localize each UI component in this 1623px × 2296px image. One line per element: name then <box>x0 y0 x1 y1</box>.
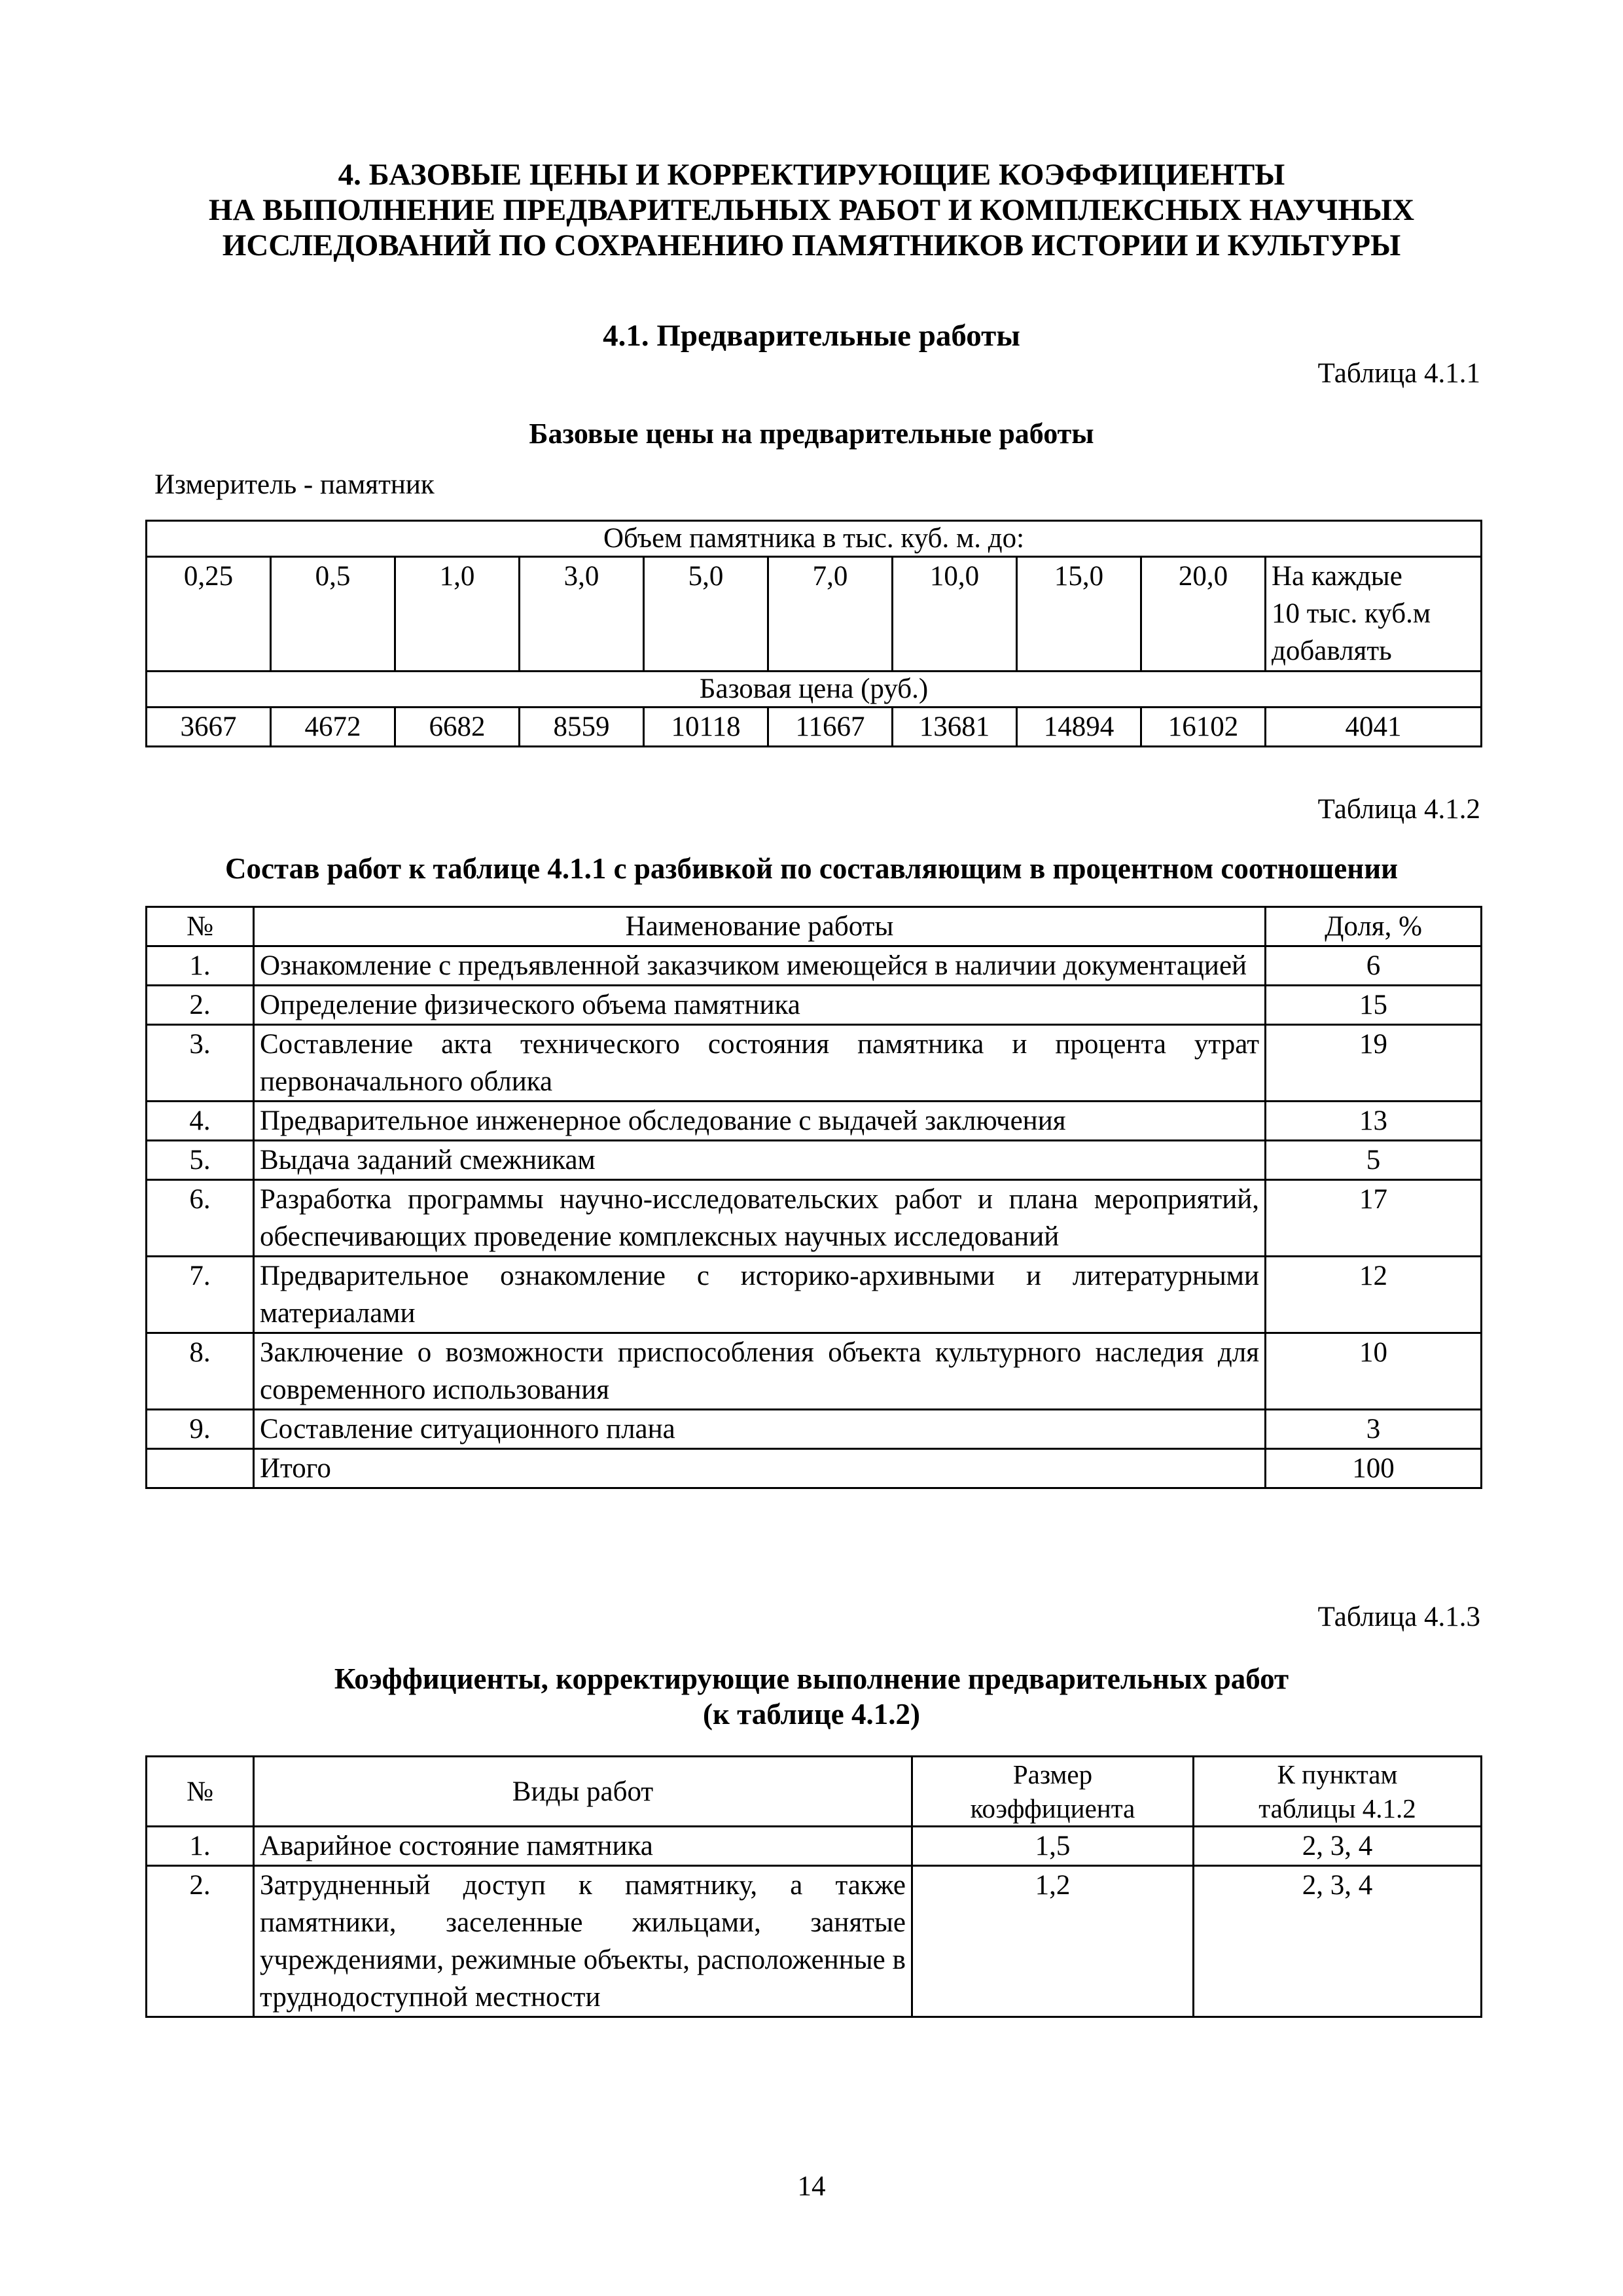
table-row <box>147 1025 1482 1102</box>
table2-header-row <box>147 907 1482 946</box>
col-items-header-line-1: К пунктам <box>1277 1759 1398 1789</box>
row-no: 8. <box>147 1333 254 1410</box>
table-row <box>147 1333 1482 1410</box>
row-no: 2. <box>147 986 254 1025</box>
row-share: 13 <box>1266 1102 1482 1141</box>
table-row <box>147 1410 1482 1449</box>
table1-measure: Измеритель - памятник <box>154 469 435 500</box>
col-share-header: Доля, % <box>1266 907 1482 946</box>
row-no: 3. <box>147 1025 254 1102</box>
row-name: Предварительное инженерное обследование с выдачей заключения <box>254 1102 1266 1141</box>
price-cell: 8559 <box>520 708 644 747</box>
chapter-heading <box>0 157 1623 263</box>
volume-cell: 7,0 <box>768 557 893 672</box>
table-row <box>147 986 1482 1025</box>
row-name: Выдача заданий смежникам <box>254 1141 1266 1180</box>
table2-title: Состав работ к таблице 4.1.1 с разбивкой по составляющим в процентном соотношении <box>224 852 1399 885</box>
volume-cell: 0,5 <box>271 557 395 672</box>
chapter-heading-line-2: НА ВЫПОЛНЕНИЕ ПРЕДВАРИТЕЛЬНЫХ РАБОТ И КОМПЛЕКСНЫХ НАУЧНЫХ <box>208 193 1415 227</box>
table-row <box>147 1102 1482 1141</box>
price-cell: 4041 <box>1266 708 1482 747</box>
volume-row <box>147 557 1482 672</box>
volume-extra-cell <box>1266 557 1482 672</box>
row-share: 15 <box>1266 986 1482 1025</box>
row-name: Предварительное ознакомление с историко-архивными и литературными материалами <box>254 1257 1266 1333</box>
row-share: 10 <box>1266 1333 1482 1410</box>
row-name: Разработка программы научно-исследовательских работ и плана мероприятий, обеспечивающих проведение комплексных научных исследований <box>254 1180 1266 1257</box>
volume-header: Объем памятника в тыс. куб. м. до: <box>147 521 1482 557</box>
row-share: 12 <box>1266 1257 1482 1333</box>
row-no: 6. <box>147 1180 254 1257</box>
table-row <box>147 946 1482 986</box>
col-coef-header <box>912 1757 1194 1827</box>
table3-label: Таблица 4.1.3 <box>1317 1602 1480 1632</box>
volume-cell: 15,0 <box>1017 557 1141 672</box>
row-coef: 1,2 <box>912 1866 1194 2017</box>
col-coef-header-line-2: коэффициента <box>970 1793 1135 1823</box>
row-kind: Аварийное состояние памятника <box>254 1827 912 1866</box>
row-name: Составление ситуационного плана <box>254 1410 1266 1449</box>
col-no-header: № <box>147 907 254 946</box>
col-name-header: Наименование работы <box>254 907 1266 946</box>
table-row <box>147 1180 1482 1257</box>
row-name: Заключение о возможности приспособления объекта культурного наследия для современного использования <box>254 1333 1266 1410</box>
table1-title: Базовые цены на предварительные работы <box>529 418 1094 450</box>
volume-extra-line-3: добавлять <box>1272 636 1392 666</box>
volume-cell: 3,0 <box>520 557 644 672</box>
total-no <box>147 1449 254 1488</box>
total-label: Итого <box>254 1449 1266 1488</box>
page-number: 14 <box>797 2171 826 2202</box>
row-no: 1. <box>147 1827 254 1866</box>
price-cell: 6682 <box>395 708 520 747</box>
price-cell: 4672 <box>271 708 395 747</box>
volume-cell: 1,0 <box>395 557 520 672</box>
work-composition-table <box>145 906 1482 1489</box>
row-coef: 1,5 <box>912 1827 1194 1866</box>
total-value: 100 <box>1266 1449 1482 1488</box>
row-no: 7. <box>147 1257 254 1333</box>
table-row <box>147 1257 1482 1333</box>
row-kind: Затрудненный доступ к памятнику, а также памятники, заселенные жильцами, занятые учреждениями, режимные объекты, расположенные в труднодоступной местности <box>254 1866 912 2017</box>
col-no-header: № <box>147 1757 254 1827</box>
col-items-header-line-2: таблицы 4.1.2 <box>1258 1793 1416 1823</box>
row-no: 1. <box>147 946 254 986</box>
volume-cell: 0,25 <box>147 557 271 672</box>
volume-extra-line-1: На каждые <box>1272 561 1402 592</box>
table-row <box>147 1827 1482 1866</box>
volume-extra-line-2: 10 тыс. куб.м <box>1272 598 1431 629</box>
price-header-row <box>147 672 1482 708</box>
total-row <box>147 1449 1482 1488</box>
row-share: 5 <box>1266 1141 1482 1180</box>
price-cell: 13681 <box>893 708 1017 747</box>
volume-cell: 5,0 <box>644 557 768 672</box>
row-items: 2, 3, 4 <box>1194 1866 1482 2017</box>
row-share: 6 <box>1266 946 1482 986</box>
table-row <box>147 1866 1482 2017</box>
row-share: 17 <box>1266 1180 1482 1257</box>
chapter-heading-line-1: 4. БАЗОВЫЕ ЦЕНЫ И КОРРЕКТИРУЮЩИЕ КОЭФФИЦИЕНТЫ <box>338 158 1285 192</box>
row-name: Определение физического объема памятника <box>254 986 1266 1025</box>
coefficients-table <box>145 1755 1482 2018</box>
price-cell: 16102 <box>1141 708 1266 747</box>
table3-header-row <box>147 1757 1482 1827</box>
row-no: 9. <box>147 1410 254 1449</box>
row-name: Составление акта технического состояния памятника и процента утрат первоначального облика <box>254 1025 1266 1102</box>
volume-header-row <box>147 521 1482 557</box>
row-no: 4. <box>147 1102 254 1141</box>
section-title: 4.1. Предварительные работы <box>603 319 1020 353</box>
row-name: Ознакомление с предъявленной заказчиком имеющейся в наличии документацией <box>254 946 1266 986</box>
base-price-table <box>145 520 1482 747</box>
price-row <box>147 708 1482 747</box>
volume-cell: 20,0 <box>1141 557 1266 672</box>
row-items: 2, 3, 4 <box>1194 1827 1482 1866</box>
price-cell: 10118 <box>644 708 768 747</box>
row-no: 2. <box>147 1866 254 2017</box>
price-cell: 3667 <box>147 708 271 747</box>
row-share: 19 <box>1266 1025 1482 1102</box>
table3-title-line-2: (к таблице 4.1.2) <box>702 1698 920 1731</box>
row-share: 3 <box>1266 1410 1482 1449</box>
price-cell: 14894 <box>1017 708 1141 747</box>
table1-label: Таблица 4.1.1 <box>1317 358 1480 389</box>
table3-title-line-1: Коэффициенты, корректирующие выполнение предварительных работ <box>334 1662 1289 1695</box>
col-kind-header: Виды работ <box>254 1757 912 1827</box>
table2-label: Таблица 4.1.2 <box>1317 794 1480 825</box>
table3-title <box>0 1661 1623 1732</box>
table-row <box>147 1141 1482 1180</box>
col-coef-header-line-1: Размер <box>1012 1759 1093 1789</box>
price-header: Базовая цена (руб.) <box>147 672 1482 708</box>
col-items-header <box>1194 1757 1482 1827</box>
chapter-heading-line-3: ИССЛЕДОВАНИЙ ПО СОХРАНЕНИЮ ПАМЯТНИКОВ ИСТОРИИ И КУЛЬТУРЫ <box>222 228 1401 262</box>
volume-cell: 10,0 <box>893 557 1017 672</box>
price-cell: 11667 <box>768 708 893 747</box>
row-no: 5. <box>147 1141 254 1180</box>
